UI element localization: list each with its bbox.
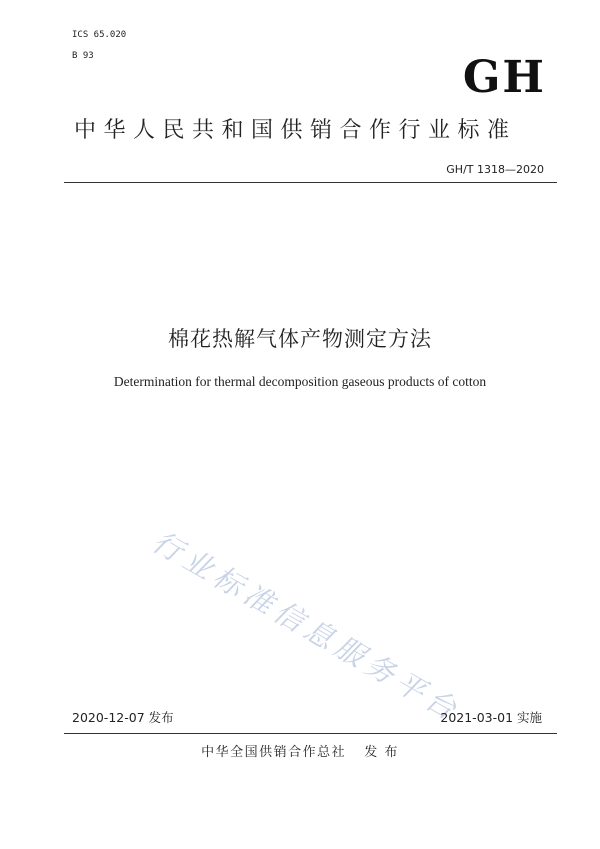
ccs-code: B 93 bbox=[72, 51, 94, 61]
bottom-divider bbox=[64, 733, 557, 734]
ics-code: ICS 65.020 bbox=[72, 30, 127, 40]
standard-number: GH/T 1318—2020 bbox=[446, 163, 544, 176]
publish-word: 发 布 bbox=[364, 745, 399, 760]
gh-logo: GH bbox=[462, 52, 546, 103]
standard-type: 中华人民共和国供销合作行业标准 bbox=[74, 118, 517, 143]
publisher-name: 中华全国供销合作总社 bbox=[201, 745, 347, 760]
publisher-line bbox=[0, 746, 600, 759]
title-english: Determination for thermal decomposition gaseous products of cotton bbox=[113, 374, 487, 389]
watermark: 行业标准信息服务平台 bbox=[146, 524, 467, 729]
implementation-date: 2021-03-01 实施 bbox=[440, 710, 542, 725]
issue-date: 2020-12-07 发布 bbox=[72, 710, 174, 725]
top-divider bbox=[64, 182, 557, 183]
title-chinese: 棉花热解气体产物测定方法 bbox=[168, 327, 432, 351]
